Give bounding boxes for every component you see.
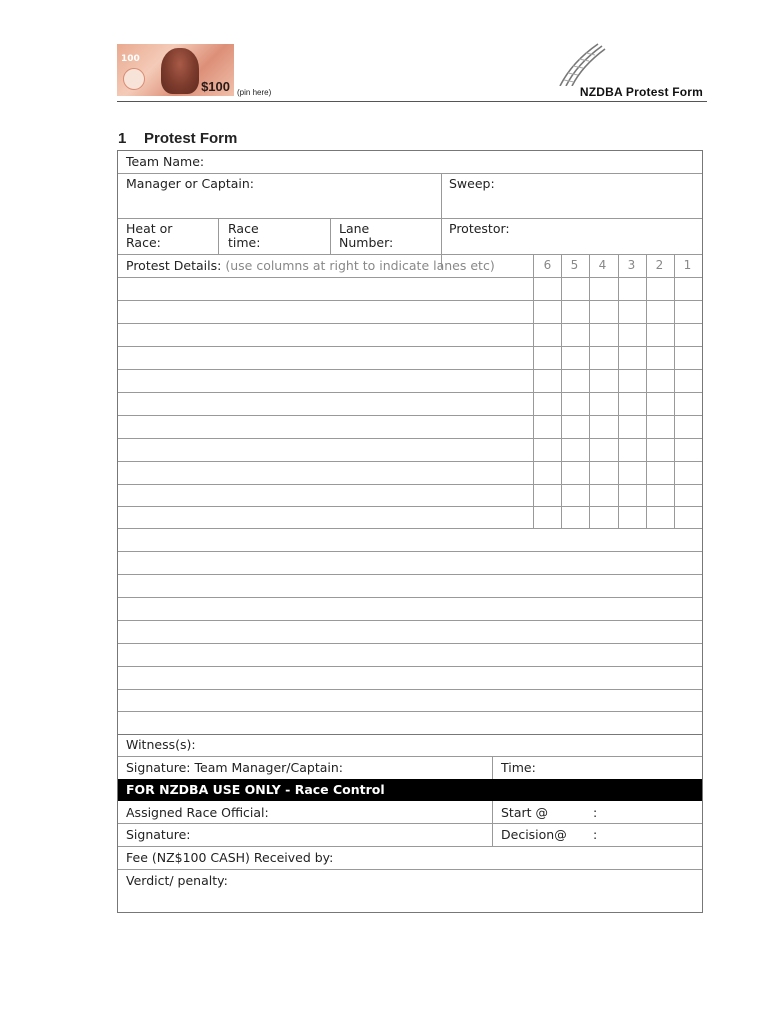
protest-details-hint: (use columns at right to indicate lanes etc)	[225, 258, 495, 273]
detail-row-line	[118, 528, 702, 529]
banknote-image	[117, 44, 234, 96]
column-divider	[218, 218, 219, 254]
fee-received-label: Fee (NZ$100 CASH) Received by:	[126, 850, 334, 865]
heat-label-line2: Race:	[126, 235, 161, 250]
start-colon: :	[593, 805, 598, 820]
row-divider	[118, 846, 702, 847]
lane-column-divider	[618, 254, 619, 528]
lane-column-divider	[589, 254, 590, 528]
column-divider	[492, 756, 493, 779]
detail-row-line	[118, 620, 702, 621]
detail-row-line	[118, 574, 702, 575]
manager-captain-label: Manager or Captain:	[126, 176, 255, 191]
section-number: 1	[118, 130, 127, 147]
detail-row-line	[118, 643, 702, 644]
lane-2-header: 2	[655, 258, 664, 272]
lane-column-divider	[674, 254, 675, 528]
lane-number-label-line1: Lane	[339, 221, 370, 236]
document-title: NZDBA Protest Form	[579, 85, 703, 99]
lane-column-divider	[561, 254, 562, 528]
protest-form-table	[117, 150, 703, 913]
detail-row-line	[118, 415, 702, 416]
lane-5-header: 5	[570, 258, 579, 272]
row-divider	[118, 869, 702, 870]
official-use-heading: FOR NZDBA USE ONLY - Race Control	[126, 782, 385, 797]
lane-column-divider	[533, 254, 534, 528]
lane-number-label-line2: Number:	[339, 235, 394, 250]
detail-row-line	[118, 461, 702, 462]
detail-row-line	[118, 323, 702, 324]
header-divider	[117, 101, 707, 102]
banknote-denomination-small: 100	[121, 54, 140, 64]
detail-row-line	[118, 392, 702, 393]
detail-row-line	[118, 711, 702, 712]
banknote-denomination-big: $100	[201, 79, 230, 94]
protest-details-label	[126, 258, 495, 273]
detail-row-line	[118, 346, 702, 347]
protestor-label: Protestor:	[449, 221, 510, 236]
row-divider	[118, 218, 702, 219]
detail-row-line	[118, 369, 702, 370]
verdict-penalty-label: Verdict/ penalty:	[126, 873, 228, 888]
protest-details-text: Protest Details:	[126, 258, 222, 273]
time-label: Time:	[501, 760, 536, 775]
start-label: Start @	[501, 805, 549, 820]
decision-label: Decision@	[501, 827, 567, 842]
row-divider	[118, 254, 702, 255]
row-divider	[118, 756, 702, 757]
banknote-watermark	[123, 68, 145, 90]
lane-column-divider	[646, 254, 647, 528]
assigned-official-label: Assigned Race Official:	[126, 805, 269, 820]
section-title: Protest Form	[144, 130, 238, 147]
decision-colon: :	[593, 827, 598, 842]
pin-here-label: (pin here)	[237, 88, 272, 97]
race-time-label-line2: time:	[228, 235, 261, 250]
lane-3-header: 3	[627, 258, 636, 272]
detail-row-line	[118, 300, 702, 301]
lane-1-header: 1	[683, 258, 692, 272]
lane-4-header: 4	[598, 258, 607, 272]
detail-row-line	[118, 551, 702, 552]
detail-row-line	[118, 484, 702, 485]
team-name-label: Team Name:	[126, 154, 205, 169]
race-time-label-line1: Race	[228, 221, 259, 236]
sweep-label: Sweep:	[449, 176, 495, 191]
lane-6-header: 6	[543, 258, 552, 272]
section-heading	[118, 130, 237, 147]
detail-row-line	[118, 506, 702, 507]
detail-row-line	[118, 438, 702, 439]
heat-label-line1: Heat or	[126, 221, 173, 236]
detail-row-line	[118, 277, 702, 278]
column-divider	[330, 218, 331, 254]
detail-row-line	[118, 666, 702, 667]
row-divider	[118, 734, 702, 735]
signature-label: Signature:	[126, 827, 191, 842]
banknote-portrait	[161, 48, 199, 94]
detail-row-line	[118, 597, 702, 598]
detail-row-line	[118, 689, 702, 690]
row-divider	[118, 173, 702, 174]
witnesses-label: Witness(s):	[126, 737, 196, 752]
official-use-band	[118, 779, 702, 801]
team-signature-label: Signature: Team Manager/Captain:	[126, 760, 343, 775]
row-divider	[118, 823, 702, 824]
nzdba-logo-icon	[550, 42, 606, 86]
